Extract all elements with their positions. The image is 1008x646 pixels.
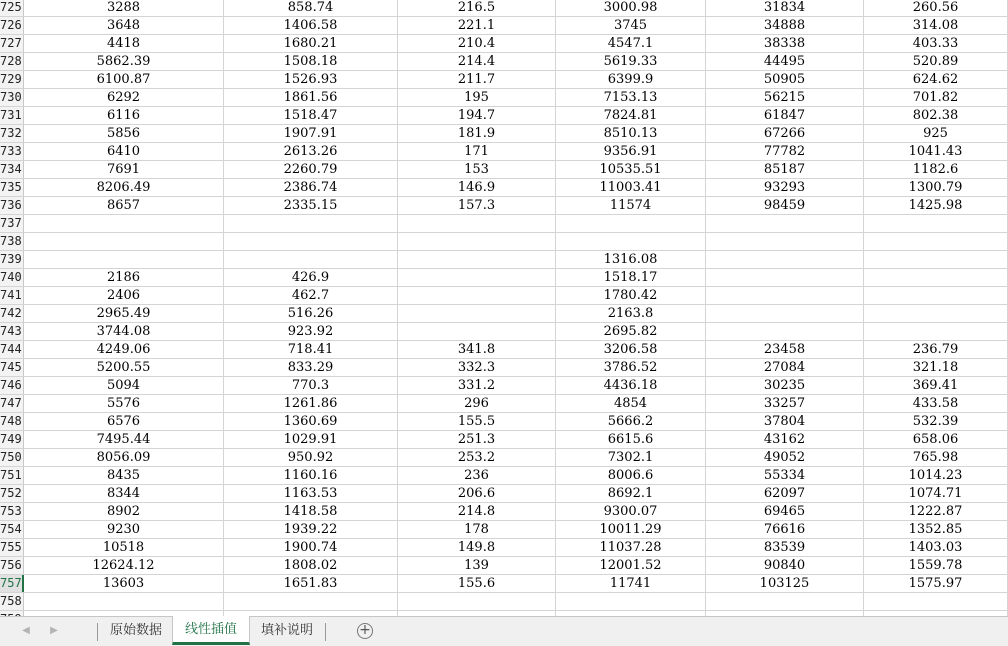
- table-cell[interactable]: [864, 215, 1008, 232]
- table-cell[interactable]: 11003.41: [556, 179, 706, 196]
- table-cell[interactable]: 61847: [706, 107, 864, 124]
- row-header[interactable]: 727: [0, 35, 24, 52]
- table-cell[interactable]: 13603: [24, 575, 224, 592]
- table-cell[interactable]: 516.26: [224, 305, 398, 322]
- table-cell[interactable]: 5576: [24, 395, 224, 412]
- table-row: [0, 323, 1008, 341]
- table-cell[interactable]: 98459: [706, 197, 864, 214]
- table-cell[interactable]: 221.1: [398, 17, 556, 34]
- table-cell[interactable]: 1352.85: [864, 521, 1008, 538]
- table-cell[interactable]: 332.3: [398, 359, 556, 376]
- table-cell[interactable]: 1780.42: [556, 287, 706, 304]
- table-cell[interactable]: 85187: [706, 161, 864, 178]
- table-cell[interactable]: [706, 251, 864, 268]
- table-cell[interactable]: 858.74: [224, 0, 398, 16]
- table-row: [0, 359, 1008, 377]
- table-cell[interactable]: 369.41: [864, 377, 1008, 394]
- table-cell[interactable]: 251.3: [398, 431, 556, 448]
- table-cell[interactable]: 11574: [556, 197, 706, 214]
- table-cell[interactable]: 77782: [706, 143, 864, 160]
- table-cell[interactable]: 833.29: [224, 359, 398, 376]
- table-row: [0, 215, 1008, 233]
- table-cell[interactable]: 3206.58: [556, 341, 706, 358]
- table-cell[interactable]: 2965.49: [24, 305, 224, 322]
- table-cell[interactable]: 8510.13: [556, 125, 706, 142]
- table-cell[interactable]: 10518: [24, 539, 224, 556]
- table-row: [0, 377, 1008, 395]
- table-cell[interactable]: 1029.91: [224, 431, 398, 448]
- table-row: [0, 107, 1008, 125]
- table-row: [0, 449, 1008, 467]
- table-cell[interactable]: 1261.86: [224, 395, 398, 412]
- table-cell[interactable]: 658.06: [864, 431, 1008, 448]
- table-cell[interactable]: 718.41: [224, 341, 398, 358]
- table-cell[interactable]: 1680.21: [224, 35, 398, 52]
- tab-linear-interpolation[interactable]: 线性插值: [172, 616, 250, 645]
- table-cell[interactable]: 1518.47: [224, 107, 398, 124]
- row-header[interactable]: 737: [0, 215, 24, 232]
- table-cell[interactable]: 194.7: [398, 107, 556, 124]
- table-cell[interactable]: [224, 251, 398, 268]
- table-cell[interactable]: 1418.58: [224, 503, 398, 520]
- table-cell[interactable]: 44495: [706, 53, 864, 70]
- table-cell[interactable]: 67266: [706, 125, 864, 142]
- table-cell[interactable]: [398, 593, 556, 610]
- table-cell[interactable]: 206.6: [398, 485, 556, 502]
- row-header[interactable]: 752: [0, 485, 24, 502]
- table-cell[interactable]: 433.58: [864, 395, 1008, 412]
- table-cell[interactable]: [864, 269, 1008, 286]
- row-header[interactable]: 747: [0, 395, 24, 412]
- table-row: [0, 467, 1008, 485]
- table-cell[interactable]: 178: [398, 521, 556, 538]
- table-cell[interactable]: 211.7: [398, 71, 556, 88]
- scroll-tabs-left-icon[interactable]: ◀: [22, 625, 30, 636]
- row-header[interactable]: 745: [0, 359, 24, 376]
- table-cell[interactable]: [706, 215, 864, 232]
- table-row: [0, 17, 1008, 35]
- table-cell[interactable]: [398, 233, 556, 250]
- row-header[interactable]: 756: [0, 557, 24, 574]
- table-cell[interactable]: 1861.56: [224, 89, 398, 106]
- table-cell[interactable]: 6399.9: [556, 71, 706, 88]
- row-header[interactable]: 748: [0, 413, 24, 430]
- row-header[interactable]: 735: [0, 179, 24, 196]
- scroll-tabs-right-icon[interactable]: ▶: [50, 625, 58, 636]
- row-header[interactable]: 744: [0, 341, 24, 358]
- table-cell[interactable]: 31834: [706, 0, 864, 16]
- table-cell[interactable]: 93293: [706, 179, 864, 196]
- table-cell[interactable]: [398, 323, 556, 340]
- table-cell[interactable]: 765.98: [864, 449, 1008, 466]
- table-cell[interactable]: 30235: [706, 377, 864, 394]
- row-header[interactable]: 726: [0, 17, 24, 34]
- table-cell[interactable]: [398, 287, 556, 304]
- table-row: [0, 503, 1008, 521]
- table-row: [0, 431, 1008, 449]
- table-cell[interactable]: 2186: [24, 269, 224, 286]
- table-cell[interactable]: 1900.74: [224, 539, 398, 556]
- table-cell[interactable]: 5200.55: [24, 359, 224, 376]
- table-cell[interactable]: 403.33: [864, 35, 1008, 52]
- table-row: [0, 251, 1008, 269]
- table-cell[interactable]: 7824.81: [556, 107, 706, 124]
- table-cell[interactable]: 2335.15: [224, 197, 398, 214]
- row-header[interactable]: 733: [0, 143, 24, 160]
- table-cell[interactable]: 69465: [706, 503, 864, 520]
- add-sheet-plus-icon[interactable]: +: [357, 623, 373, 639]
- table-cell[interactable]: 12001.52: [556, 557, 706, 574]
- table-cell[interactable]: 923.92: [224, 323, 398, 340]
- table-cell[interactable]: 1526.93: [224, 71, 398, 88]
- tab-divider: [325, 623, 326, 641]
- table-cell[interactable]: 1300.79: [864, 179, 1008, 196]
- tab-fill-notes[interactable]: 填补说明: [261, 623, 314, 638]
- table-cell[interactable]: 1406.58: [224, 17, 398, 34]
- table-cell[interactable]: [706, 305, 864, 322]
- table-cell[interactable]: 624.62: [864, 71, 1008, 88]
- table-cell[interactable]: 1160.16: [224, 467, 398, 484]
- table-cell[interactable]: 12624.12: [24, 557, 224, 574]
- table-cell[interactable]: 1939.22: [224, 521, 398, 538]
- table-cell[interactable]: 76616: [706, 521, 864, 538]
- table-cell[interactable]: 8206.49: [24, 179, 224, 196]
- table-cell[interactable]: 3786.52: [556, 359, 706, 376]
- table-cell[interactable]: 8435: [24, 467, 224, 484]
- table-cell[interactable]: 2406: [24, 287, 224, 304]
- table-row: [0, 287, 1008, 305]
- table-cell[interactable]: 155.6: [398, 575, 556, 592]
- row-header[interactable]: 728: [0, 53, 24, 70]
- table-cell[interactable]: 8344: [24, 485, 224, 502]
- row-header[interactable]: 749: [0, 431, 24, 448]
- table-cell[interactable]: [864, 251, 1008, 268]
- table-row: [0, 575, 1008, 593]
- row-header[interactable]: 754: [0, 521, 24, 538]
- table-cell[interactable]: 2695.82: [556, 323, 706, 340]
- table-cell[interactable]: 1575.97: [864, 575, 1008, 592]
- table-cell[interactable]: 3000.98: [556, 0, 706, 16]
- table-cell[interactable]: 260.56: [864, 0, 1008, 16]
- table-cell[interactable]: 6100.87: [24, 71, 224, 88]
- table-cell[interactable]: 8902: [24, 503, 224, 520]
- table-cell[interactable]: 770.3: [224, 377, 398, 394]
- table-cell[interactable]: 4418: [24, 35, 224, 52]
- table-cell[interactable]: 1403.03: [864, 539, 1008, 556]
- table-cell[interactable]: 83539: [706, 539, 864, 556]
- table-cell[interactable]: 214.4: [398, 53, 556, 70]
- table-cell[interactable]: [398, 251, 556, 268]
- table-cell[interactable]: 5619.33: [556, 53, 706, 70]
- row-header[interactable]: 755: [0, 539, 24, 556]
- table-cell[interactable]: 195: [398, 89, 556, 106]
- row-header[interactable]: 758: [0, 593, 24, 610]
- table-cell[interactable]: [24, 593, 224, 610]
- row-header[interactable]: 730: [0, 89, 24, 106]
- row-header[interactable]: 738: [0, 233, 24, 250]
- table-cell[interactable]: 23458: [706, 341, 864, 358]
- row-header[interactable]: 750: [0, 449, 24, 466]
- table-cell[interactable]: 4547.1: [556, 35, 706, 52]
- table-cell[interactable]: 1163.53: [224, 485, 398, 502]
- table-cell[interactable]: [224, 593, 398, 610]
- table-cell[interactable]: 1041.43: [864, 143, 1008, 160]
- table-row: [0, 197, 1008, 215]
- table-cell[interactable]: 1182.6: [864, 161, 1008, 178]
- table-cell[interactable]: [706, 233, 864, 250]
- table-cell[interactable]: 2613.26: [224, 143, 398, 160]
- table-cell[interactable]: [706, 269, 864, 286]
- table-cell[interactable]: 38338: [706, 35, 864, 52]
- table-cell[interactable]: 701.82: [864, 89, 1008, 106]
- table-cell[interactable]: 253.2: [398, 449, 556, 466]
- table-cell[interactable]: 37804: [706, 413, 864, 430]
- table-cell[interactable]: 426.9: [224, 269, 398, 286]
- row-header[interactable]: 742: [0, 305, 24, 322]
- table-cell[interactable]: [398, 305, 556, 322]
- table-row: [0, 305, 1008, 323]
- table-cell[interactable]: [556, 233, 706, 250]
- table-cell[interactable]: 62097: [706, 485, 864, 502]
- table-cell[interactable]: 6576: [24, 413, 224, 430]
- table-cell[interactable]: 1074.71: [864, 485, 1008, 502]
- table-row: [0, 269, 1008, 287]
- row-header[interactable]: 736: [0, 197, 24, 214]
- table-cell[interactable]: 321.18: [864, 359, 1008, 376]
- table-cell[interactable]: [398, 215, 556, 232]
- table-cell[interactable]: 296: [398, 395, 556, 412]
- table-cell[interactable]: 157.3: [398, 197, 556, 214]
- table-cell[interactable]: 3288: [24, 0, 224, 16]
- table-row: [0, 71, 1008, 89]
- table-cell[interactable]: 2163.8: [556, 305, 706, 322]
- table-cell[interactable]: 8056.09: [24, 449, 224, 466]
- table-row: [0, 233, 1008, 251]
- table-cell[interactable]: 9300.07: [556, 503, 706, 520]
- table-row: [0, 341, 1008, 359]
- table-cell[interactable]: 4249.06: [24, 341, 224, 358]
- row-header[interactable]: 729: [0, 71, 24, 88]
- table-cell[interactable]: 103125: [706, 575, 864, 592]
- table-cell[interactable]: [864, 305, 1008, 322]
- table-cell[interactable]: 236.79: [864, 341, 1008, 358]
- table-cell[interactable]: 1808.02: [224, 557, 398, 574]
- table-cell[interactable]: 7153.13: [556, 89, 706, 106]
- row-header[interactable]: 753: [0, 503, 24, 520]
- table-cell[interactable]: 5856: [24, 125, 224, 142]
- table-cell[interactable]: 56215: [706, 89, 864, 106]
- table-cell[interactable]: 50905: [706, 71, 864, 88]
- table-cell[interactable]: 341.8: [398, 341, 556, 358]
- table-cell[interactable]: 1316.08: [556, 251, 706, 268]
- table-cell[interactable]: 34888: [706, 17, 864, 34]
- table-cell[interactable]: [864, 323, 1008, 340]
- table-cell[interactable]: 181.9: [398, 125, 556, 142]
- table-cell[interactable]: 8657: [24, 197, 224, 214]
- table-cell[interactable]: 10011.29: [556, 521, 706, 538]
- table-cell[interactable]: 236: [398, 467, 556, 484]
- table-cell[interactable]: 11037.28: [556, 539, 706, 556]
- table-cell[interactable]: 462.7: [224, 287, 398, 304]
- row-header[interactable]: 734: [0, 161, 24, 178]
- table-cell[interactable]: [864, 593, 1008, 610]
- table-cell[interactable]: 155.5: [398, 413, 556, 430]
- row-header[interactable]: 741: [0, 287, 24, 304]
- table-cell[interactable]: [224, 215, 398, 232]
- table-cell[interactable]: 1651.83: [224, 575, 398, 592]
- table-cell[interactable]: 802.38: [864, 107, 1008, 124]
- table-row: [0, 53, 1008, 71]
- table-row: [0, 395, 1008, 413]
- tab-original-data[interactable]: 原始数据: [110, 623, 163, 638]
- table-cell[interactable]: 55334: [706, 467, 864, 484]
- row-header[interactable]: 746: [0, 377, 24, 394]
- table-row: [0, 89, 1008, 107]
- row-header[interactable]: 740: [0, 269, 24, 286]
- row-header[interactable]: 725: [0, 0, 24, 16]
- sheet-tab-bar: [0, 616, 1008, 646]
- row-header[interactable]: 739: [0, 251, 24, 268]
- table-cell[interactable]: 925: [864, 125, 1008, 142]
- table-cell[interactable]: 6292: [24, 89, 224, 106]
- table-cell[interactable]: 5862.39: [24, 53, 224, 70]
- table-cell[interactable]: 2260.79: [224, 161, 398, 178]
- table-cell[interactable]: 139: [398, 557, 556, 574]
- table-cell[interactable]: 153: [398, 161, 556, 178]
- table-row: [0, 143, 1008, 161]
- table-cell[interactable]: 8006.6: [556, 467, 706, 484]
- table-cell[interactable]: 171: [398, 143, 556, 160]
- table-row: [0, 521, 1008, 539]
- table-cell[interactable]: 3648: [24, 17, 224, 34]
- table-row: [0, 557, 1008, 575]
- table-cell[interactable]: 149.8: [398, 539, 556, 556]
- table-cell[interactable]: [864, 287, 1008, 304]
- table-row: [0, 179, 1008, 197]
- table-cell[interactable]: 4436.18: [556, 377, 706, 394]
- table-cell[interactable]: 11741: [556, 575, 706, 592]
- table-cell[interactable]: 27084: [706, 359, 864, 376]
- table-cell[interactable]: 1425.98: [864, 197, 1008, 214]
- table-cell[interactable]: [706, 323, 864, 340]
- table-cell[interactable]: 49052: [706, 449, 864, 466]
- table-row: [0, 539, 1008, 557]
- table-cell[interactable]: 6615.6: [556, 431, 706, 448]
- row-header[interactable]: 731: [0, 107, 24, 124]
- row-header[interactable]: 751: [0, 467, 24, 484]
- table-cell[interactable]: 9230: [24, 521, 224, 538]
- table-cell[interactable]: 7302.1: [556, 449, 706, 466]
- table-cell[interactable]: 33257: [706, 395, 864, 412]
- table-cell[interactable]: 7691: [24, 161, 224, 178]
- table-cell[interactable]: 5666.2: [556, 413, 706, 430]
- table-cell[interactable]: 1559.78: [864, 557, 1008, 574]
- table-row: [0, 485, 1008, 503]
- table-cell[interactable]: 5094: [24, 377, 224, 394]
- table-cell[interactable]: 4854: [556, 395, 706, 412]
- table-cell[interactable]: [706, 593, 864, 610]
- table-cell[interactable]: 532.39: [864, 413, 1008, 430]
- table-row: [0, 0, 1008, 17]
- table-cell[interactable]: [556, 593, 706, 610]
- table-cell[interactable]: [556, 215, 706, 232]
- table-cell[interactable]: 146.9: [398, 179, 556, 196]
- table-cell[interactable]: 216.5: [398, 0, 556, 16]
- table-cell[interactable]: 1508.18: [224, 53, 398, 70]
- table-cell[interactable]: 8692.1: [556, 485, 706, 502]
- row-header[interactable]: 743: [0, 323, 24, 340]
- table-cell[interactable]: 1014.23: [864, 467, 1008, 484]
- table-cell[interactable]: [24, 251, 224, 268]
- table-row: [0, 161, 1008, 179]
- table-row: [0, 593, 1008, 611]
- table-row: [0, 413, 1008, 431]
- table-cell[interactable]: [398, 269, 556, 286]
- table-cell[interactable]: [24, 233, 224, 250]
- table-cell[interactable]: 1518.17: [556, 269, 706, 286]
- table-cell[interactable]: [864, 233, 1008, 250]
- table-cell[interactable]: 43162: [706, 431, 864, 448]
- table-cell[interactable]: 210.4: [398, 35, 556, 52]
- table-cell[interactable]: [24, 215, 224, 232]
- table-row: [0, 125, 1008, 143]
- table-cell[interactable]: 3744.08: [24, 323, 224, 340]
- table-cell[interactable]: 214.8: [398, 503, 556, 520]
- table-cell[interactable]: 2386.74: [224, 179, 398, 196]
- table-cell[interactable]: 7495.44: [24, 431, 224, 448]
- table-cell[interactable]: 90840: [706, 557, 864, 574]
- table-cell[interactable]: 3745: [556, 17, 706, 34]
- table-cell[interactable]: 9356.91: [556, 143, 706, 160]
- table-cell[interactable]: [706, 287, 864, 304]
- table-cell[interactable]: 331.2: [398, 377, 556, 394]
- row-header[interactable]: 732: [0, 125, 24, 142]
- table-cell[interactable]: 520.89: [864, 53, 1008, 70]
- table-cell[interactable]: [224, 233, 398, 250]
- table-cell[interactable]: 1907.91: [224, 125, 398, 142]
- table-cell[interactable]: 1222.87: [864, 503, 1008, 520]
- table-cell[interactable]: 1360.69: [224, 413, 398, 430]
- table-cell[interactable]: 950.92: [224, 449, 398, 466]
- table-row: [0, 35, 1008, 53]
- table-cell[interactable]: 314.08: [864, 17, 1008, 34]
- table-cell[interactable]: 6410: [24, 143, 224, 160]
- row-header[interactable]: 757: [0, 575, 24, 592]
- table-cell[interactable]: 10535.51: [556, 161, 706, 178]
- table-cell[interactable]: 6116: [24, 107, 224, 124]
